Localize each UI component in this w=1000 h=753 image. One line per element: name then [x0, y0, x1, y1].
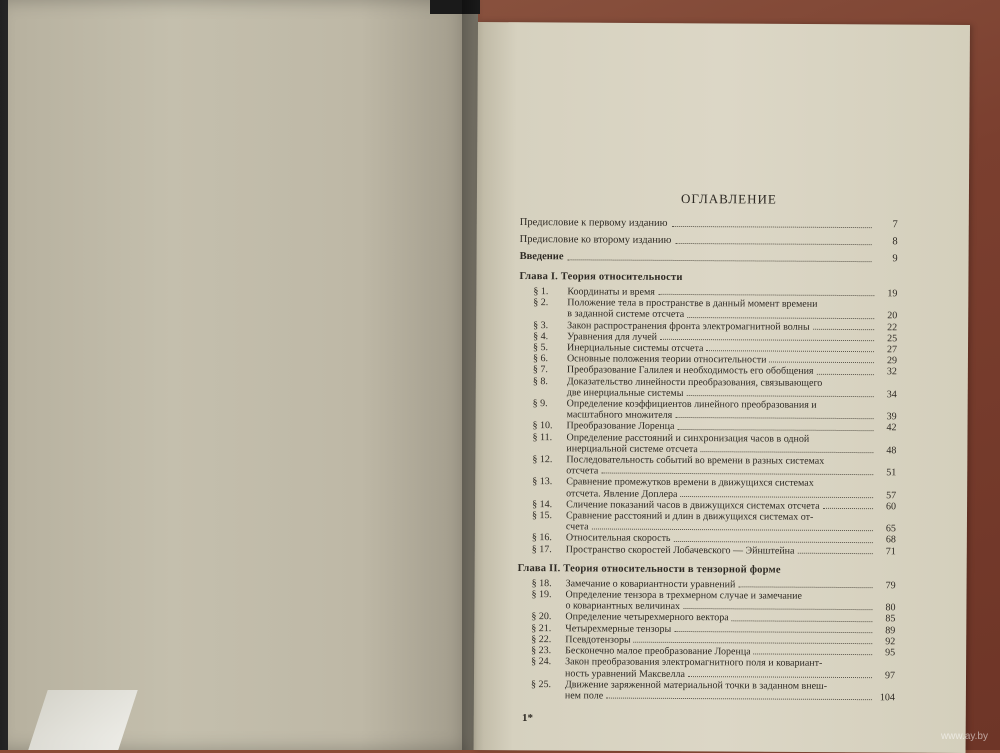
section-title: Определение коэффициентов линейного преобразования и — [566, 398, 817, 411]
toc-title: ОГЛАВЛЕНИЕ — [680, 190, 777, 207]
toc-entry-introduction — [520, 250, 898, 265]
dot-leader — [660, 339, 874, 341]
toc-section-entry — [532, 544, 896, 557]
section-title: Определение четырехмерного вектора — [565, 611, 729, 624]
paper-corner — [28, 690, 137, 750]
section-number: § 7. — [532, 364, 548, 376]
section-title: Преобразование Галилея и необходимость его обобщения — [566, 364, 814, 378]
dot-leader — [823, 508, 873, 509]
section-page: 79 — [885, 580, 896, 592]
section-number: § 10. — [532, 420, 553, 432]
section-page: 48 — [886, 445, 897, 457]
dot-leader — [769, 362, 874, 364]
section-page: 80 — [885, 602, 896, 614]
section-page: 89 — [885, 624, 896, 636]
section-title: Четырехмерные тензоры — [565, 622, 672, 635]
entry-page: 9 — [892, 253, 898, 265]
section-title: Уравнения для лучей — [567, 331, 658, 343]
section-number: § 14. — [532, 498, 553, 511]
left-page — [8, 0, 478, 750]
entry-page: 7 — [892, 219, 898, 231]
section-number: § 5. — [533, 342, 549, 354]
section-text — [567, 398, 897, 422]
dot-leader — [683, 608, 872, 610]
section-number: § 12. — [532, 454, 553, 466]
dot-leader — [592, 529, 873, 532]
section-number: § 4. — [533, 330, 549, 342]
section-title: Инерциальные системы отсчета — [567, 342, 704, 355]
section-title: Сличение показаний часов в движущихся системах отсчета — [566, 499, 820, 512]
section-title: Определение расстояний и синхронизация часов в одной — [566, 431, 810, 445]
section-title: две инерциальные системы — [566, 387, 684, 399]
dot-leader — [568, 259, 872, 262]
toc-section-entry — [533, 376, 897, 401]
section-number: § 21. — [531, 622, 552, 634]
front-matter — [520, 216, 898, 265]
toc-section-entry — [531, 679, 895, 704]
section-number: § 11. — [532, 431, 553, 443]
section-line — [566, 544, 896, 557]
toc-section-entry — [533, 297, 897, 322]
section-title: нем поле — [564, 690, 604, 702]
toc-section-entry — [532, 510, 896, 535]
section-text — [565, 589, 895, 613]
section-title: Основные положения теории относительности — [566, 353, 767, 366]
section-text — [567, 376, 897, 400]
dot-leader — [754, 654, 873, 656]
section-title: Закон распространения фронта электромагнитной волны — [567, 319, 810, 333]
section-number: § 20. — [531, 611, 552, 623]
dot-leader — [706, 350, 874, 352]
section-title: Движение заряженной материальной точки в заданном внеш- — [564, 678, 828, 692]
section-page: 27 — [886, 344, 898, 356]
dot-leader — [671, 226, 871, 228]
section-number: § 1. — [533, 286, 549, 298]
dot-leader — [634, 642, 873, 644]
section-page: 42 — [886, 422, 897, 434]
section-number: § 2. — [533, 297, 549, 309]
page-gutter-shadow — [462, 0, 484, 750]
chapter-1-sections — [518, 286, 898, 557]
section-text — [566, 454, 896, 478]
section-title: в заданной системе отсчета — [567, 308, 685, 321]
section-page: 25 — [887, 333, 898, 345]
section-page: 32 — [886, 366, 897, 378]
section-number: § 22. — [531, 633, 552, 646]
section-title: Замечание о ковариантности уравнений — [565, 578, 736, 591]
section-page: 22 — [887, 321, 898, 333]
dot-leader — [601, 473, 873, 476]
dot-leader — [675, 243, 871, 245]
section-number: § 13. — [532, 476, 553, 488]
section-page: 39 — [886, 411, 897, 423]
dot-leader — [813, 329, 874, 330]
section-title: Закон преобразования электромагнитного поля и ковариант- — [565, 656, 823, 670]
section-page: 71 — [885, 545, 896, 557]
dot-leader — [738, 586, 872, 588]
section-page: 85 — [885, 613, 896, 625]
section-line — [566, 454, 896, 467]
dot-leader — [673, 541, 872, 543]
section-number: § 23. — [531, 645, 552, 657]
section-page: 29 — [886, 355, 897, 367]
toc-section-entry — [532, 454, 896, 479]
section-number: § 17. — [531, 543, 552, 555]
section-title: отсчета. Явление Доплера — [566, 487, 678, 500]
watermark: www.ay.by — [940, 731, 988, 742]
section-page: 19 — [887, 288, 898, 300]
section-text — [566, 432, 896, 456]
dot-leader — [677, 429, 873, 431]
section-title: Определение тензора в трехмерном случае и замечание — [565, 589, 803, 602]
entry-title: Предисловие ко второму изданию — [519, 233, 672, 246]
section-text — [567, 297, 897, 321]
section-number: § 3. — [533, 319, 549, 331]
dot-leader — [732, 620, 873, 622]
section-number: § 16. — [531, 532, 552, 544]
entry-title: Предисловие к первому изданию — [519, 216, 668, 229]
dot-leader — [658, 294, 874, 296]
section-text — [566, 477, 896, 501]
dot-leader — [674, 631, 872, 633]
chapter-2-sections — [517, 578, 896, 704]
section-page: 34 — [886, 389, 897, 401]
toc-entry-preface-2 — [520, 233, 898, 248]
section-line — [565, 679, 895, 692]
section-number: § 25. — [530, 678, 552, 690]
section-number: § 6. — [532, 353, 549, 365]
section-title: масштабного множителя — [566, 409, 673, 422]
section-title: Сравнение расстояний и длин в движущихся системах от- — [565, 510, 814, 523]
dot-leader — [701, 451, 874, 453]
section-title: Доказательство линейности преобразования, связывающего — [566, 375, 823, 389]
section-page: 104 — [879, 692, 895, 704]
section-title: Положение тела в пространстве в данный момент времени — [567, 297, 818, 311]
section-title: счета — [565, 521, 589, 533]
entry-page: 8 — [892, 236, 898, 248]
toc-section-entry — [532, 432, 896, 457]
dot-leader — [688, 676, 872, 678]
dot-leader — [606, 698, 872, 701]
dot-leader — [817, 373, 874, 374]
entry-title: Введение — [519, 250, 564, 263]
section-title: Сравнение промежутков времени в движущихся системах — [566, 476, 814, 490]
section-title: о ковариантных величинах — [565, 600, 681, 613]
chapter-heading: Глава I. Теория относительности — [519, 270, 683, 283]
section-page: 51 — [886, 467, 897, 479]
section-text — [566, 510, 896, 534]
section-number: § 18. — [531, 577, 552, 590]
toc-entry-preface-1 — [520, 216, 898, 231]
signature-mark: 1* — [522, 712, 533, 724]
section-page: 68 — [885, 534, 896, 546]
section-page: 92 — [885, 636, 896, 648]
section-title: инерциальной системе отсчета — [566, 443, 698, 455]
dot-leader — [686, 395, 873, 397]
chapter-heading: Глава II. Теория относительности в тензорной форме — [517, 562, 781, 576]
section-number: § 19. — [531, 589, 552, 601]
dot-leader — [797, 553, 872, 554]
section-line — [565, 690, 895, 703]
dot-leader — [687, 317, 874, 319]
section-title: Последовательность событий во времени в разных системах — [566, 454, 825, 467]
section-title: Преобразование Лоренца — [566, 420, 675, 433]
section-number: § 8. — [532, 375, 548, 387]
section-page: 65 — [885, 523, 896, 535]
dot-leader — [681, 496, 874, 498]
section-text — [565, 657, 895, 681]
section-page: 97 — [885, 669, 896, 681]
section-title: отсчета — [566, 465, 599, 477]
table-of-contents — [517, 190, 898, 703]
section-title: Псевдотензоры — [565, 634, 631, 646]
toc-section-entry — [532, 477, 896, 502]
toc-section-entry — [531, 656, 895, 681]
dot-leader — [675, 417, 873, 419]
section-text — [565, 679, 895, 703]
section-title: Бесконечно малое преобразование Лоренца — [565, 645, 751, 658]
section-page: 20 — [887, 310, 898, 322]
section-title: Координаты и время — [567, 286, 655, 298]
section-number: § 9. — [532, 398, 548, 410]
section-text — [566, 544, 896, 557]
section-number: § 24. — [531, 656, 552, 668]
section-title: Относительная скорость — [565, 532, 671, 545]
toc-section-entry — [531, 589, 895, 614]
section-page: 60 — [886, 501, 897, 513]
section-title: Пространство скоростей Лобачевского — Эйнштейна — [565, 543, 795, 557]
section-page: 57 — [886, 489, 897, 501]
section-title: ность уравнений Максвелла — [565, 667, 685, 680]
toc-section-entry — [533, 398, 897, 423]
section-page: 95 — [885, 647, 896, 659]
section-number: § 15. — [531, 510, 553, 522]
section-line — [566, 510, 896, 523]
